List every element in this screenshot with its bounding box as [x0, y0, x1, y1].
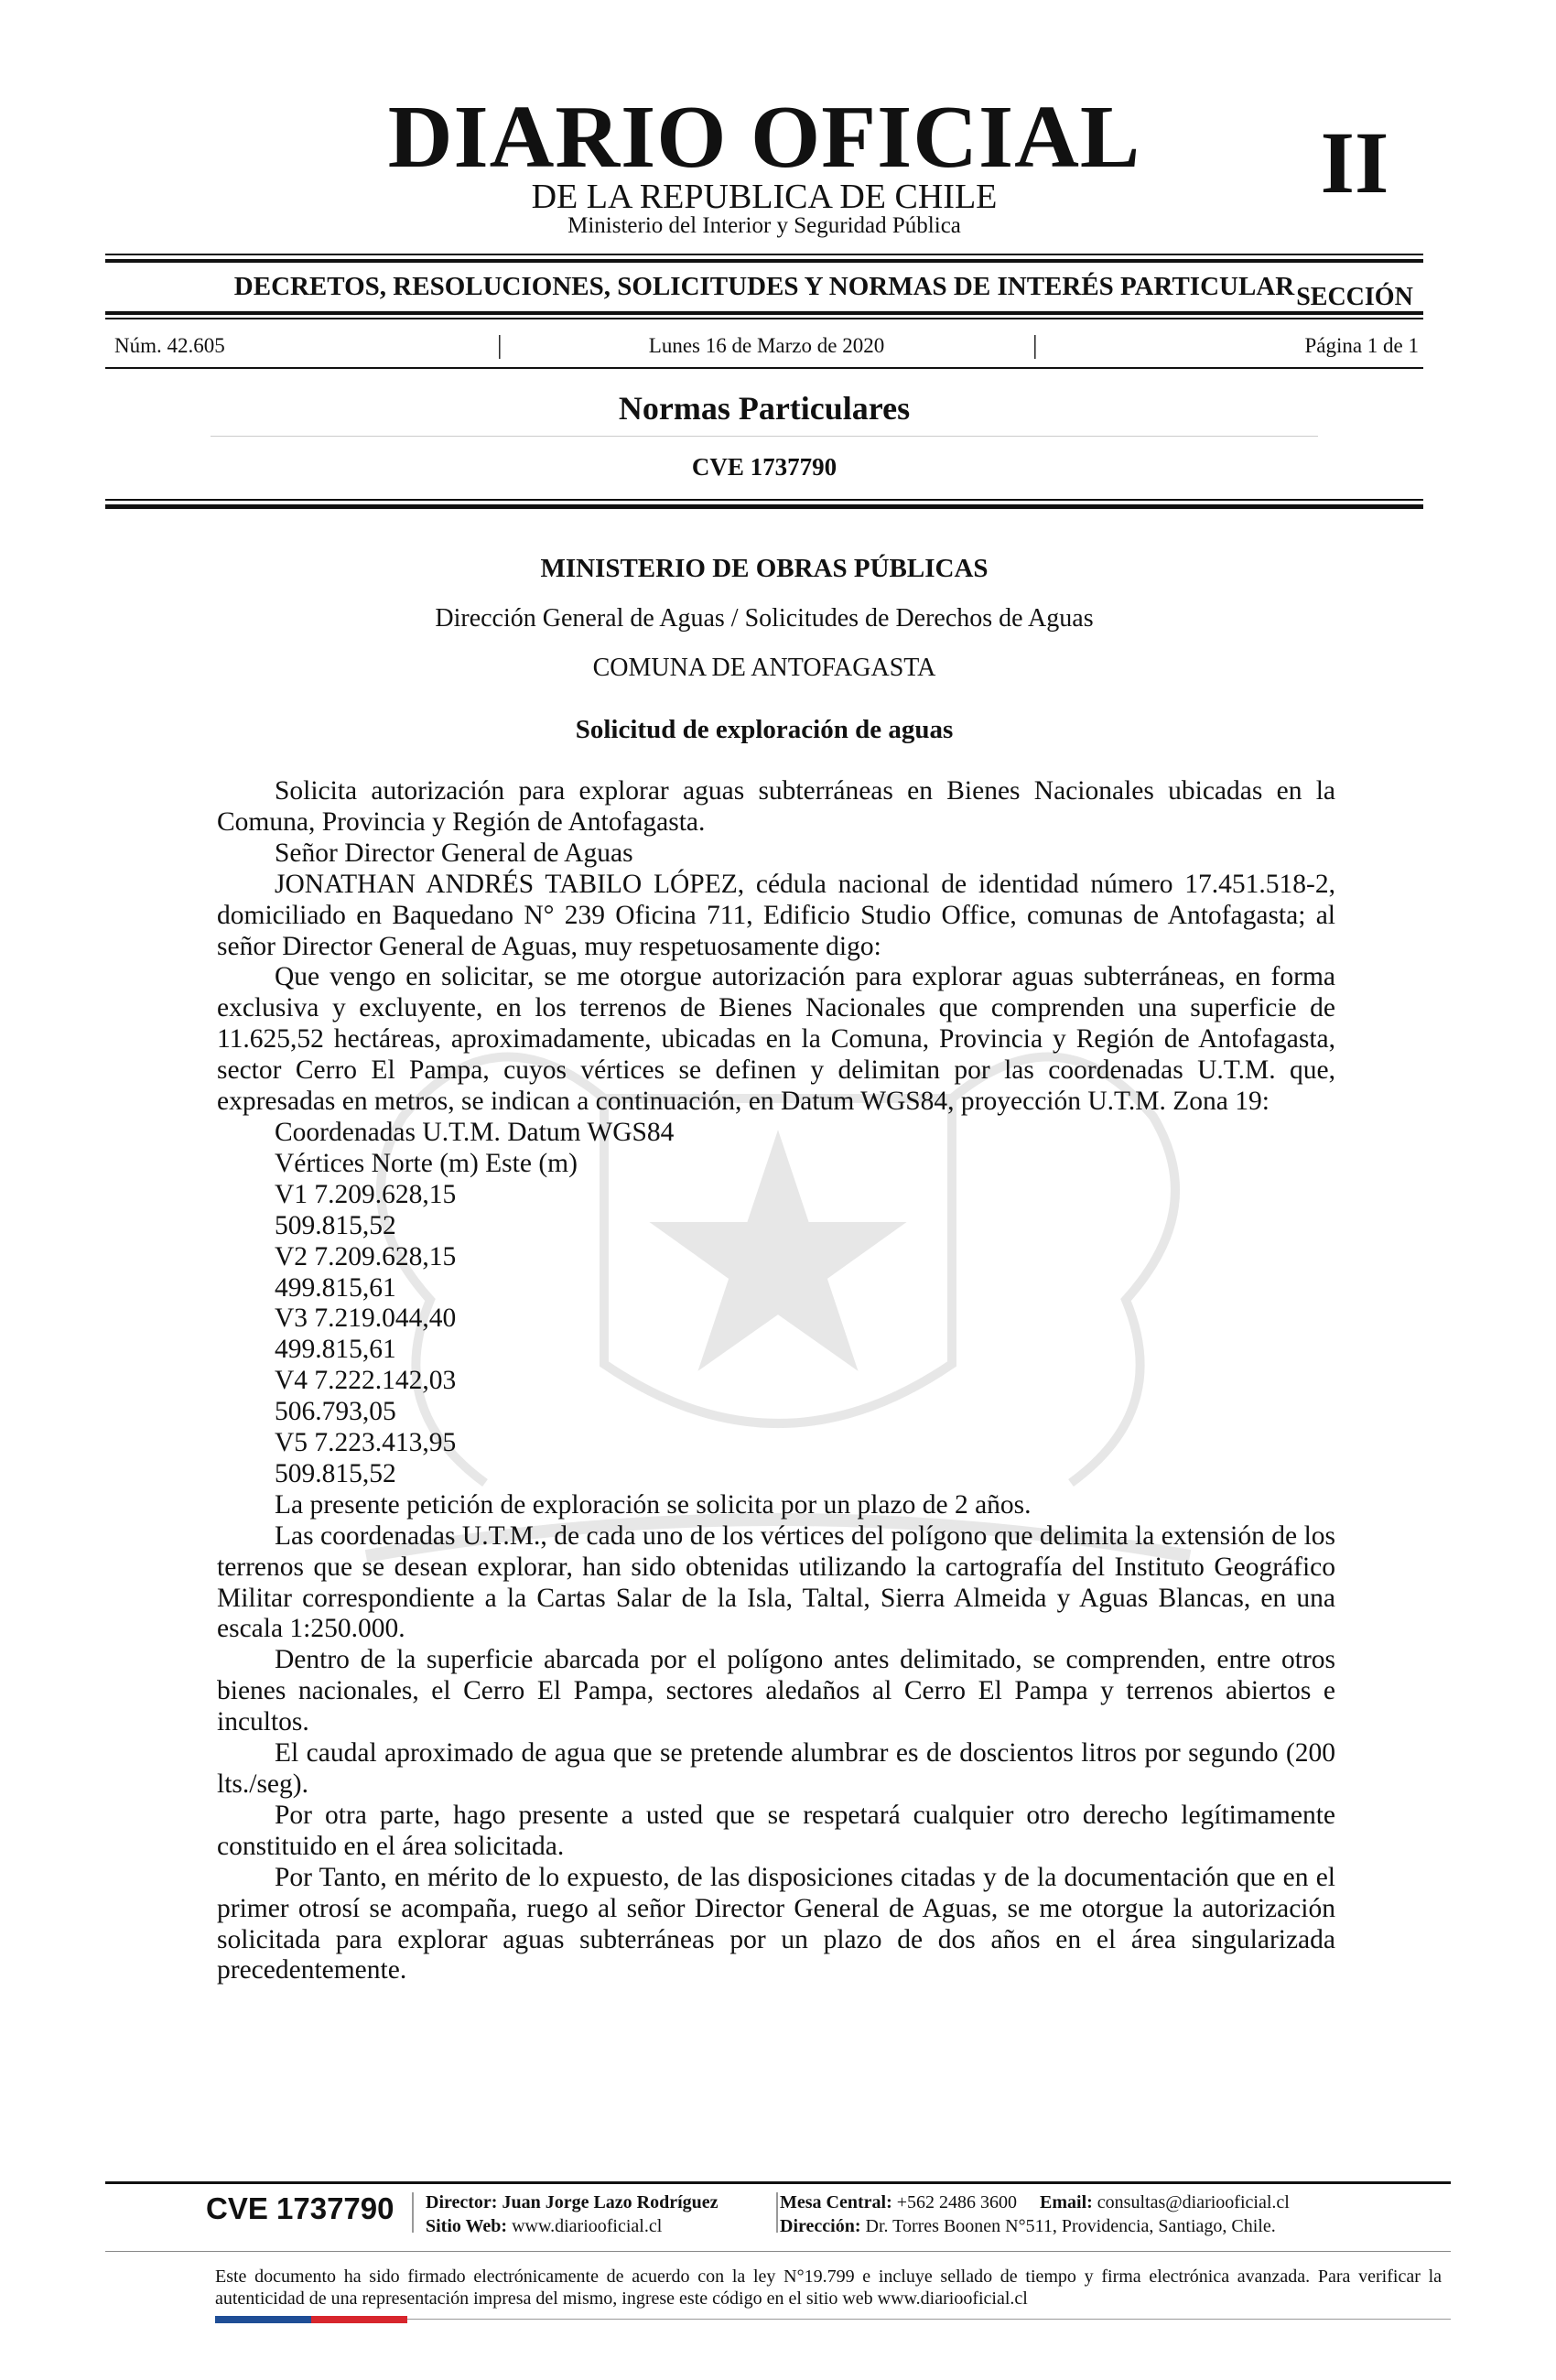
body-paragraph: El caudal aproximado de agua que se pretende alumbrar es de doscientos litros por segundo (200 lts./seg). — [217, 1738, 1335, 1799]
footer-website — [426, 2214, 719, 2238]
coordinate-line: V1 7.209.628,15 — [275, 1179, 457, 1209]
website-link[interactable]: www.diariooficial.cl — [512, 2216, 663, 2236]
flag-stripe-red — [311, 2316, 407, 2323]
issue-date: Lunes 16 de Marzo de 2020 — [648, 334, 885, 357]
address-label: Dirección: — [780, 2216, 861, 2236]
section-number: II — [1320, 114, 1389, 211]
body-paragraph: Que vengo en solicitar, se me otorgue autorización para explorar aguas subterráneas, en forma exclusiva y excluyente, en los terrenos de Bienes Nacionales que comprenden una superficie de 11.625,52 hectáreas, aproximadamente, ubicadas en la Comuna, Provincia y Región de Antofagasta, sector Cerro El Pampa, cuyos vértices se definen y delimitan por las coordenadas U.T.M. que, expresadas en metros, se indican a continuación, en Datum WGS84, proyección U.T.M. Zona 19: — [217, 962, 1335, 1117]
banner-rule-thick — [105, 311, 1423, 315]
phone-value: +562 2486 3600 — [896, 2192, 1018, 2212]
banner-rule-thin — [105, 318, 1423, 319]
header-bottom-rule-thin — [105, 499, 1423, 501]
newspaper-ministry: Ministerio del Interior y Seguridad Pública — [567, 213, 961, 238]
masthead-rule-thick — [105, 259, 1423, 263]
email-link[interactable]: consultas@diariooficial.cl — [1097, 2192, 1290, 2212]
coordinate-line: 506.793,05 — [275, 1397, 396, 1427]
phone-label: Mesa Central: — [780, 2192, 892, 2212]
footer-divider — [776, 2192, 778, 2233]
footer-rule-thin — [105, 2251, 1451, 2252]
footer-director — [426, 2191, 719, 2214]
coordinate-line: V2 7.209.628,15 — [275, 1241, 457, 1271]
footer-director-block — [426, 2191, 719, 2238]
issue-info-bar — [114, 331, 1419, 361]
masthead-rule-thin — [105, 254, 1423, 255]
newspaper-title: DIARIO OFICIAL — [387, 88, 1141, 187]
flag-stripe-blue — [215, 2316, 311, 2323]
info-separator: | — [497, 331, 502, 360]
cve-code: CVE 1737790 — [691, 453, 837, 481]
coordinate-line: V4 7.222.142,03 — [275, 1366, 457, 1396]
body-paragraph: Solicita autorización para explorar aguas subterráneas en Bienes Nacionales ubicadas en la Comuna, Provincia y Región de Antofagasta. — [217, 776, 1335, 837]
footer-cve-code: CVE 1737790 — [206, 2191, 394, 2225]
footer — [105, 2183, 1451, 2330]
website-label: Sitio Web: — [426, 2216, 508, 2236]
body-paragraph: Por otra parte, hago presente a usted que se respetará cualquier otro derecho legítimamente constituido en el área solicitada. — [217, 1800, 1335, 1861]
coordinate-line: 509.815,52 — [275, 1210, 396, 1240]
coordinate-line: 509.815,52 — [275, 1458, 396, 1488]
body-paragraph: JONATHAN ANDRÉS TABILO LÓPEZ, cédula nacional de identidad número 17.451.518-2, domiciliado en Baquedano N° 239 Oficina 711, Edificio Studio Office, comunas de Antofagasta; al señor Director General de Aguas, muy respetuosamente digo: — [217, 869, 1335, 961]
body-paragraph: Las coordenadas U.T.M., de cada uno de los vértices del polígono que delimita la extensión de los terrenos que se desean explorar, han sido obtenidas utilizando la cartografía del Instituto Geográfico Militar correspondiente a la Cartas Salar de la Isla, Taltal, Sierra Almeida y Aguas Blancas, en una escala 1:250.000. — [217, 1520, 1335, 1644]
body-paragraph: Por Tanto, en mérito de lo expuesto, de las disposiciones citadas y de la documentación que en el primer otrosí se acompaña, ruego al señor Director General de Aguas, se me otorgue la autorización solicitada para explorar aguas subterráneas por un plazo de dos años en el área singularizada precedentemente. — [217, 1862, 1335, 1985]
email-label: Email: — [1040, 2192, 1093, 2212]
coordinate-line: 499.815,61 — [275, 1335, 396, 1365]
body-paragraph: Señor Director General de Aguas — [275, 838, 633, 868]
body-paragraph: La presente petición de exploración se solicita por un plazo de 2 años. — [275, 1489, 1032, 1520]
coordinate-line: V3 7.219.044,40 — [275, 1304, 457, 1334]
header-bottom-rule-thick — [105, 504, 1423, 509]
section-label: SECCIÓN — [1296, 283, 1413, 311]
document-direction: Dirección General de Aguas / Solicitudes de Derechos de Aguas — [435, 604, 1094, 633]
director-label: Director: — [426, 2192, 498, 2212]
footer-bottom-rule — [407, 2319, 1451, 2320]
coordinate-line: Vértices Norte (m) Este (m) — [275, 1148, 578, 1178]
body-paragraph: Dentro de la superficie abarcada por el polígono antes delimitado, se comprenden, entre otros bienes nacionales, el Cerro El Pampa, sectores aledaños al Cerro El Pampa y terrenos abiertos e incultos. — [217, 1645, 1335, 1737]
section-title-rule — [211, 436, 1318, 437]
coordinate-line: V5 7.223.413,95 — [275, 1428, 457, 1458]
footer-phone-email — [780, 2191, 1290, 2214]
coordinate-line: Coordenadas U.T.M. Datum WGS84 — [275, 1117, 675, 1147]
issue-number: Núm. 42.605 — [114, 334, 225, 357]
address-value: Dr. Torres Boonen N°511, Providencia, Santiago, Chile. — [865, 2216, 1276, 2236]
info-separator: | — [1032, 331, 1038, 360]
info-rule — [105, 367, 1423, 369]
newspaper-subtitle: DE LA REPUBLICA DE CHILE — [531, 178, 998, 216]
footer-address — [780, 2214, 1290, 2238]
document-body — [217, 776, 1335, 1986]
document-title: Solicitud de exploración de aguas — [575, 715, 954, 744]
coordinate-line: 499.815,61 — [275, 1272, 396, 1303]
section-title: Normas Particulares — [618, 390, 911, 427]
footer-contact-block — [780, 2191, 1290, 2238]
page-indicator: Página 1 de 1 — [1304, 334, 1419, 357]
footer-legal-note: Este documento ha sido firmado electrónicamente de acuerdo con la ley N°19.799 e incluye sellado de tiempo y firma electrónica avanzada. Para verificar la autenticidad de una representación impresa del mismo, ingrese este código en el sitio web www.diariooficial.cl — [215, 2266, 1442, 2309]
section-banner: DECRETOS, RESOLUCIONES, SOLICITUDES Y NORMAS DE INTERÉS PARTICULAR — [233, 272, 1295, 301]
director-name: Juan Jorge Lazo Rodríguez — [502, 2192, 719, 2212]
footer-divider — [412, 2192, 414, 2233]
document-ministry: MINISTERIO DE OBRAS PÚBLICAS — [540, 554, 989, 583]
document-comuna: COMUNA DE ANTOFAGASTA — [592, 654, 936, 682]
